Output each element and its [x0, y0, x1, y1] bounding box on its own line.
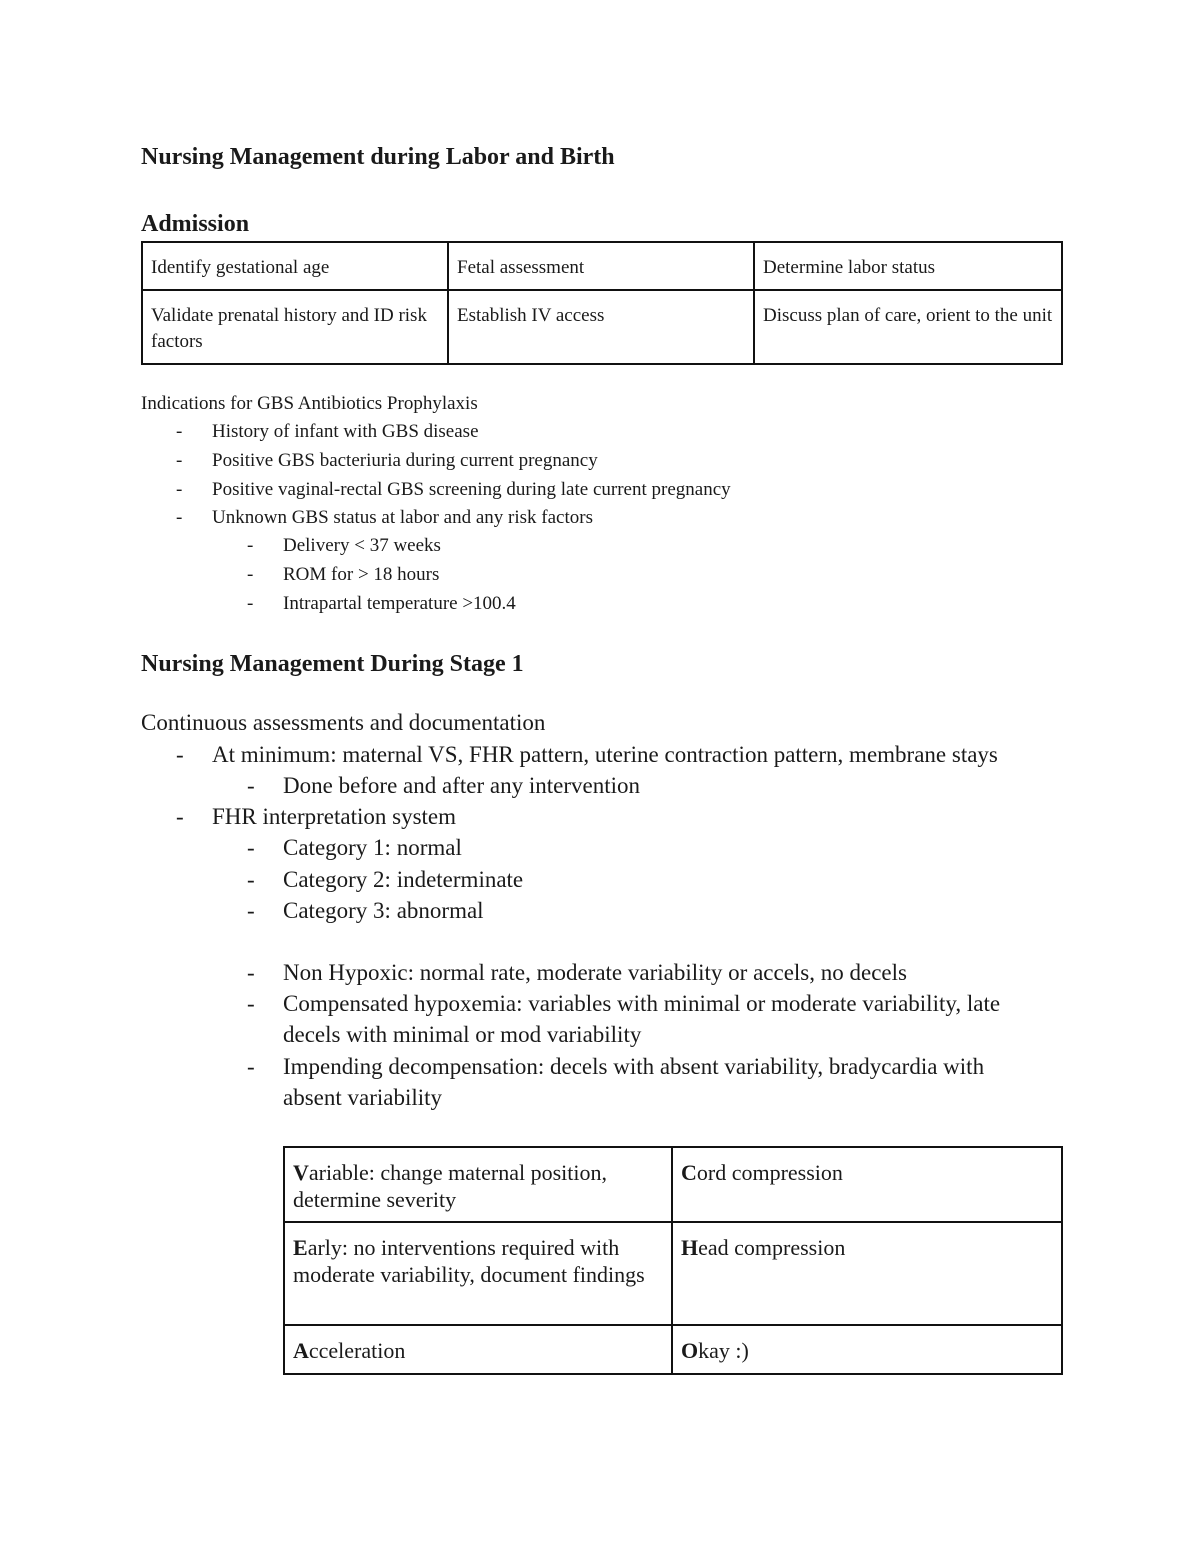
table-row: [284, 1222, 1062, 1325]
list-item-continuation: decels with minimal or mod variability: [283, 1022, 642, 1047]
gbs-heading: Indications for GBS Antibiotics Prophylaxis: [141, 393, 478, 414]
list-item: Positive vaginal-rectal GBS screening during late current pregnancy: [212, 479, 731, 500]
bullet-dash: -: [247, 773, 255, 798]
bullet-dash: -: [176, 450, 183, 471]
list-item: Non Hypoxic: normal rate, moderate variability or accels, no decels: [283, 960, 907, 985]
table-cell: [672, 1147, 1062, 1222]
table-cell: Determine labor status: [754, 242, 1062, 290]
admission-table: [141, 241, 1063, 365]
list-item: Intrapartal temperature >100.4: [283, 593, 516, 614]
initial-letter: V: [293, 1160, 309, 1185]
list-item: Category 3: abnormal: [283, 898, 484, 923]
cell-text: ord compression: [696, 1160, 843, 1185]
list-item: Positive GBS bacteriuria during current pregnancy: [212, 450, 598, 471]
cell-text: arly: no interventions required with moderate variability, document findings: [293, 1235, 645, 1287]
table-cell: Validate prenatal history and ID risk factors: [142, 290, 448, 364]
list-item: ROM for > 18 hours: [283, 564, 440, 585]
list-item: Delivery < 37 weeks: [283, 535, 441, 556]
bullet-dash: -: [247, 593, 254, 614]
stage1-heading: Nursing Management During Stage 1: [141, 651, 524, 677]
list-item: Done before and after any intervention: [283, 773, 640, 798]
bullet-dash: -: [247, 564, 254, 585]
bullet-dash: -: [247, 898, 255, 923]
cell-text: ead compression: [698, 1235, 846, 1260]
bullet-dash: -: [247, 1054, 255, 1079]
cell-text: cceleration: [308, 1338, 406, 1363]
bullet-dash: -: [176, 804, 184, 829]
list-item: History of infant with GBS disease: [212, 421, 479, 442]
deceleration-table: [283, 1146, 1063, 1375]
stage1-intro: Continuous assessments and documentation: [141, 710, 546, 735]
table-row: [142, 242, 1062, 290]
bullet-dash: -: [176, 479, 183, 500]
list-item: FHR interpretation system: [212, 804, 457, 829]
bullet-dash: -: [176, 421, 183, 442]
list-item: Category 2: indeterminate: [283, 867, 524, 892]
table-cell: [284, 1325, 672, 1374]
table-cell: Discuss plan of care, orient to the unit: [754, 290, 1062, 364]
initial-letter: E: [293, 1235, 308, 1260]
bullet-dash: -: [247, 867, 255, 892]
table-row: [142, 290, 1062, 364]
table-cell: [284, 1222, 672, 1325]
list-item-continuation: absent variability: [283, 1085, 443, 1110]
table-row: [284, 1147, 1062, 1222]
initial-letter: H: [681, 1235, 699, 1260]
cell-text: ariable: change maternal position, determine severity: [293, 1160, 607, 1212]
initial-letter: O: [681, 1338, 699, 1363]
bullet-dash: -: [247, 991, 255, 1016]
admission-heading: Admission: [141, 211, 250, 237]
bullet-dash: -: [176, 507, 183, 528]
bullet-dash: -: [247, 960, 255, 985]
table-cell: Identify gestational age: [142, 242, 448, 290]
bullet-dash: -: [247, 535, 254, 556]
bullet-dash: -: [176, 742, 184, 767]
bullet-dash: -: [247, 835, 255, 860]
list-item: Category 1: normal: [283, 835, 462, 860]
list-item: Impending decompensation: decels with absent variability, bradycardia with: [283, 1054, 985, 1079]
table-cell: Establish IV access: [448, 290, 754, 364]
initial-letter: C: [681, 1160, 697, 1185]
table-cell: [672, 1222, 1062, 1325]
list-item: At minimum: maternal VS, FHR pattern, uterine contraction pattern, membrane stays: [212, 742, 998, 767]
table-cell: [284, 1147, 672, 1222]
document-title: Nursing Management during Labor and Birth: [141, 144, 615, 170]
table-cell: Fetal assessment: [448, 242, 754, 290]
list-item: Compensated hypoxemia: variables with minimal or moderate variability, late: [283, 991, 1001, 1016]
initial-letter: A: [293, 1338, 309, 1363]
cell-text: kay :): [698, 1338, 749, 1363]
table-cell: [672, 1325, 1062, 1374]
table-row: [284, 1325, 1062, 1374]
list-item: Unknown GBS status at labor and any risk factors: [212, 507, 593, 528]
